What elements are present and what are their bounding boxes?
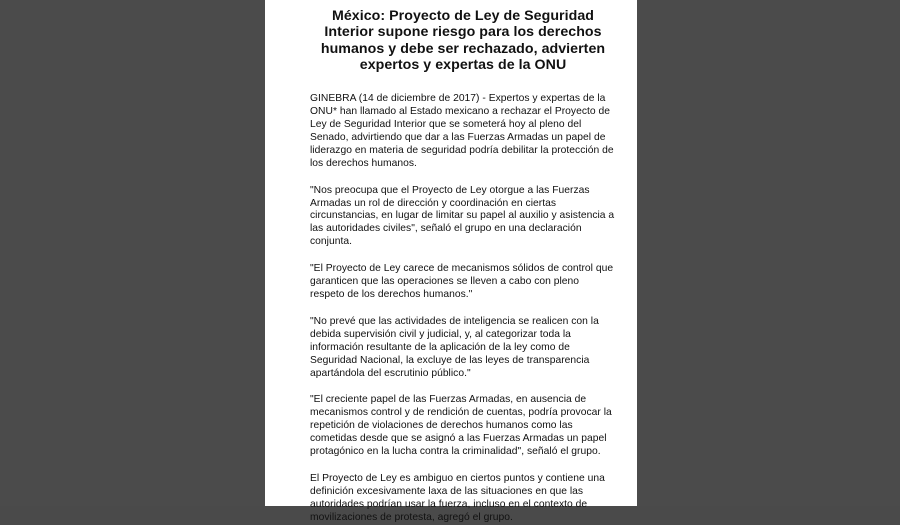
paragraph-4: "No prevé que las actividades de inteligencia se realicen con la debida supervisión civil y judicial, y, al categorizar toda la información resultante de la aplicación de la ley como de Seguridad Nacional, la excluye de las leyes de transparencia apartándola del escrutinio público." bbox=[310, 315, 599, 379]
document-page bbox=[265, 0, 637, 523]
paragraph-6: El Proyecto de Ley es ambiguo en ciertos puntos y contiene una definición excesivamente laxa de las situaciones en que las autoridades podrían usar la fuerza, incluso en el contexto de movilizaciones de protesta, agregó el grupo. bbox=[310, 472, 605, 523]
paragraph-1: GINEBRA (14 de diciembre de 2017) - Expertos y expertas de la ONU* han llamado al Estado mexicano a rechazar el Proyecto de Ley de Seguridad Interior que se someterá hoy al pleno del Senado, advirtiendo que dar a las Fuerzas Armadas un papel de liderazgo en materia de seguridad podría debilitar la protección de los derechos humanos. bbox=[310, 93, 614, 169]
paragraph-2: "Nos preocupa que el Proyecto de Ley otorgue a las Fuerzas Armadas un rol de dirección y coordinación en ciertas circunstancias, en lugar de limitar su papel al auxilio y asistencia a las autoridades civiles", señaló el grupo en una declaración conjunta. bbox=[310, 184, 615, 248]
paragraph-3: "El Proyecto de Ley carece de mecanismos sólidos de control que garanticen que las operaciones se lleven a cabo con pleno respeto de los derechos humanos." bbox=[310, 263, 614, 300]
paragraph-5: "El creciente papel de las Fuerzas Armadas, en ausencia de mecanismos control y de rendición de cuentas, podría provocar la repetición de violaciones de derechos humanos como las cometidas desde que se asignó a las Fuerzas Armadas un papel protagónico en la lucha contra la criminalidad", señaló el grupo. bbox=[310, 394, 612, 458]
document-title: México: Proyecto de Ley de Seguridad Interior supone riesgo para los derechos humanos y debe ser rechazado, advierten expertos y expertas de la ONU bbox=[320, 8, 606, 73]
